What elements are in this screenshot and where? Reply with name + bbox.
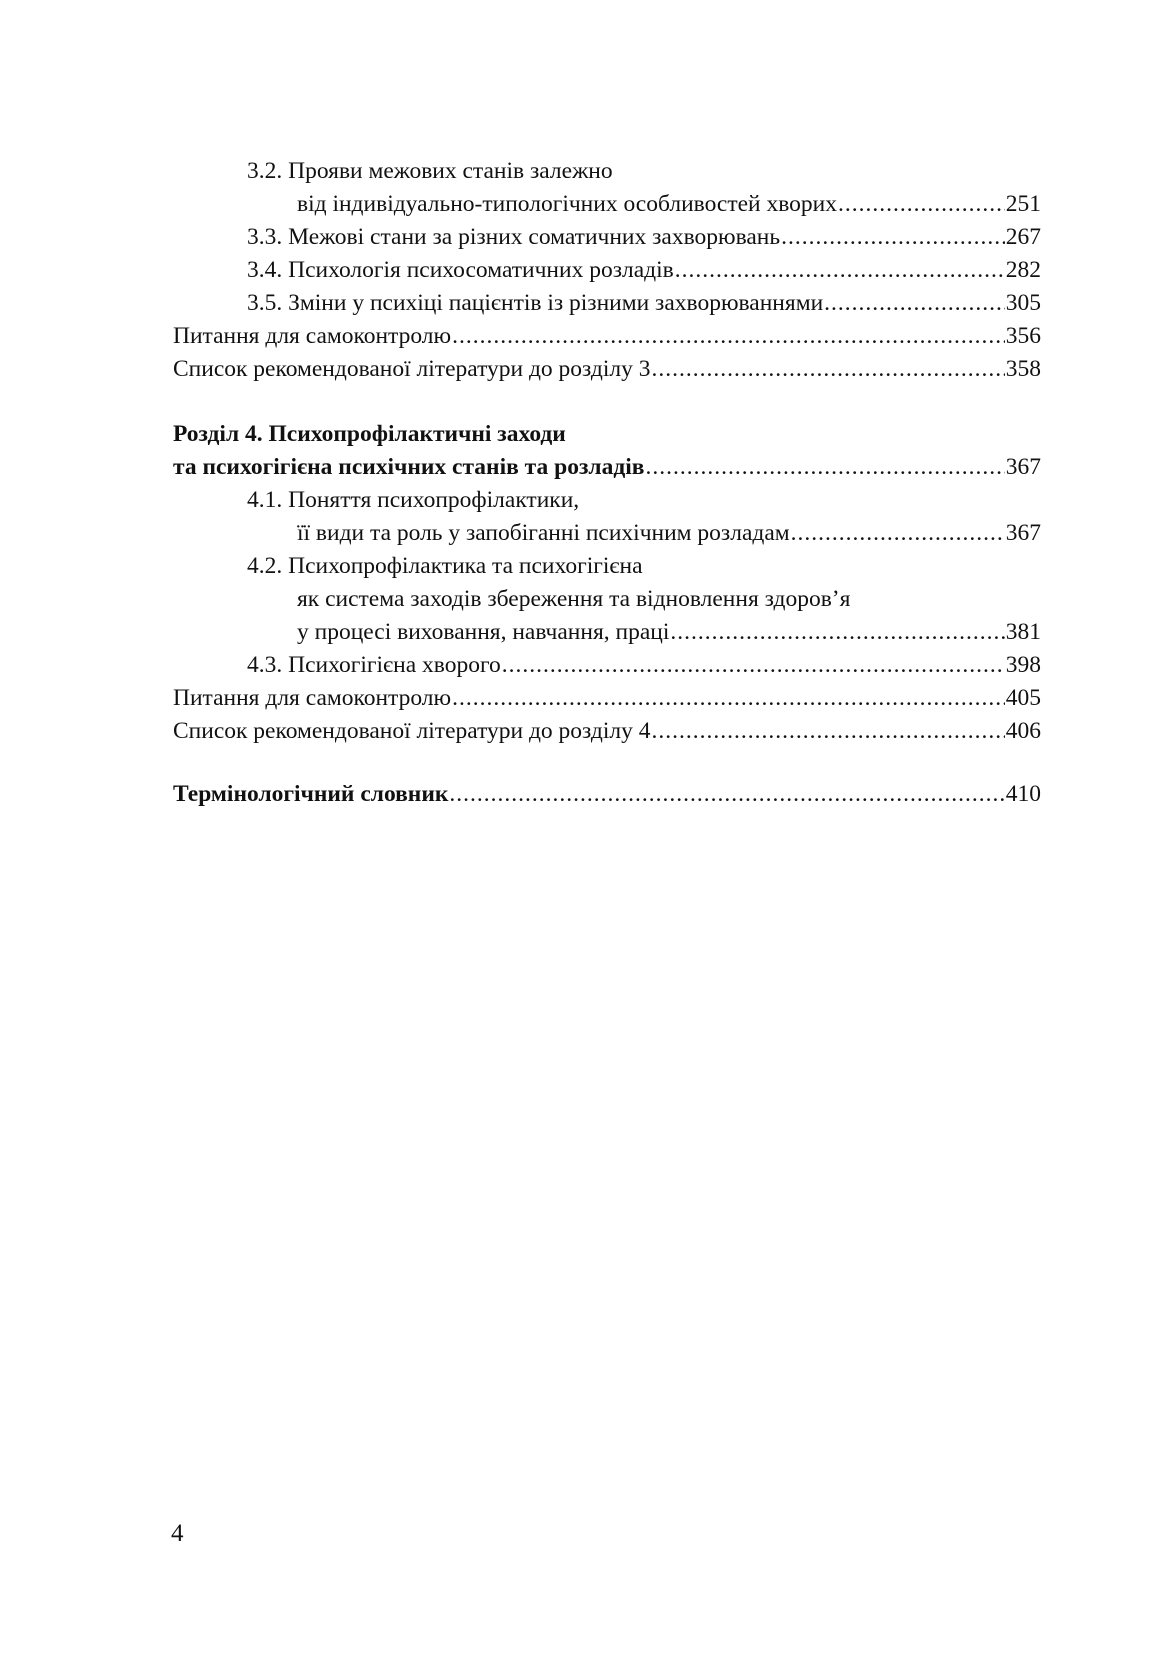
toc-page-number: 251 bbox=[1005, 191, 1041, 217]
toc-entry-text: 4.1. Поняття психопрофілактики, bbox=[247, 487, 580, 513]
toc-entry-text: 3.3. Межові стани за різних соматичних захворювань bbox=[247, 224, 781, 250]
toc-page-number: 406 bbox=[1005, 718, 1041, 744]
table-of-contents bbox=[173, 155, 1041, 811]
dot-leader bbox=[652, 715, 1005, 748]
toc-entry-4-2-title[interactable] bbox=[173, 550, 1041, 583]
dot-leader bbox=[452, 320, 1005, 353]
toc-entry-text: 4.3. Психогігієна хворого bbox=[247, 652, 501, 678]
toc-entry-text: Питання для самоконтролю bbox=[173, 323, 452, 349]
toc-entry-text: 3.2. Прояви межових станів залежно bbox=[247, 158, 613, 184]
dot-leader bbox=[675, 254, 1005, 287]
toc-entry-3-2[interactable] bbox=[173, 188, 1041, 221]
toc-entry-literature-4[interactable] bbox=[173, 715, 1041, 748]
toc-entry-4-1-title[interactable] bbox=[173, 484, 1041, 517]
toc-page-number: 381 bbox=[1005, 619, 1041, 645]
toc-entry-text: 3.5. Зміни у психіці пацієнтів із різними захворюваннями bbox=[247, 290, 824, 316]
toc-entry-literature-3[interactable] bbox=[173, 353, 1041, 386]
toc-entry-text: 3.4. Психологія психосоматичних розладів bbox=[247, 257, 674, 283]
toc-page-number: 410 bbox=[1005, 781, 1041, 807]
dot-leader bbox=[502, 649, 1005, 682]
toc-entry-text: 4.2. Психопрофілактика та психогігієна bbox=[247, 553, 643, 579]
dot-leader bbox=[452, 682, 1005, 715]
toc-page-number: 405 bbox=[1005, 685, 1041, 711]
toc-entry-glossary[interactable] bbox=[173, 778, 1041, 811]
toc-entry-4-1[interactable] bbox=[173, 517, 1041, 550]
toc-entry-text: Питання для самоконтролю bbox=[173, 685, 452, 711]
toc-entry-3-3[interactable] bbox=[173, 221, 1041, 254]
toc-page-number: 367 bbox=[1005, 454, 1041, 480]
toc-entry-text: як система заходів збереження та відновлення здоров’я bbox=[297, 586, 851, 612]
toc-page-number: 356 bbox=[1005, 323, 1041, 349]
dot-leader bbox=[781, 221, 1005, 254]
toc-section-text: Розділ 4. Психопрофілактичні заходи bbox=[173, 421, 566, 447]
dot-leader bbox=[791, 517, 1005, 550]
toc-section-text: та психогігієна психічних станів та розладів bbox=[173, 454, 645, 480]
toc-entry-4-3[interactable] bbox=[173, 649, 1041, 682]
toc-page-number: 305 bbox=[1005, 290, 1041, 316]
dot-leader bbox=[670, 616, 1004, 649]
toc-entry-4-2-subtitle[interactable] bbox=[173, 583, 1041, 616]
toc-entry-text: її види та роль у запобіганні психічним розладам bbox=[297, 520, 790, 546]
toc-section-4-title[interactable] bbox=[173, 418, 1041, 451]
toc-entry-text: у процесі виховання, навчання, праці bbox=[297, 619, 670, 645]
page-number: 4 bbox=[171, 1520, 184, 1547]
dot-leader bbox=[645, 451, 1004, 484]
toc-entry-3-5[interactable] bbox=[173, 287, 1041, 320]
section-spacer bbox=[173, 748, 1041, 778]
section-spacer bbox=[173, 386, 1041, 418]
toc-entry-4-2[interactable] bbox=[173, 616, 1041, 649]
toc-entry-text: Список рекомендованої літератури до розділу 4 bbox=[173, 718, 651, 744]
toc-entry-3-2-title[interactable] bbox=[173, 155, 1041, 188]
toc-entry-text: Термінологічний словник bbox=[173, 781, 449, 807]
toc-page-number: 282 bbox=[1005, 257, 1041, 283]
toc-page-number: 267 bbox=[1005, 224, 1041, 250]
dot-leader bbox=[449, 778, 1004, 811]
toc-entry-3-4[interactable] bbox=[173, 254, 1041, 287]
toc-entry-text: Список рекомендованої літератури до розділу 3 bbox=[173, 356, 651, 382]
dot-leader bbox=[652, 353, 1005, 386]
dot-leader bbox=[824, 287, 1005, 320]
toc-entry-questions-3[interactable] bbox=[173, 320, 1041, 353]
toc-entry-text: від індивідуально-типологічних особливостей хворих bbox=[297, 191, 838, 217]
toc-section-4[interactable] bbox=[173, 451, 1041, 484]
dot-leader bbox=[838, 188, 1005, 221]
toc-entry-questions-4[interactable] bbox=[173, 682, 1041, 715]
toc-page-number: 398 bbox=[1005, 652, 1041, 678]
toc-page-number: 367 bbox=[1005, 520, 1041, 546]
toc-page-number: 358 bbox=[1005, 356, 1041, 382]
